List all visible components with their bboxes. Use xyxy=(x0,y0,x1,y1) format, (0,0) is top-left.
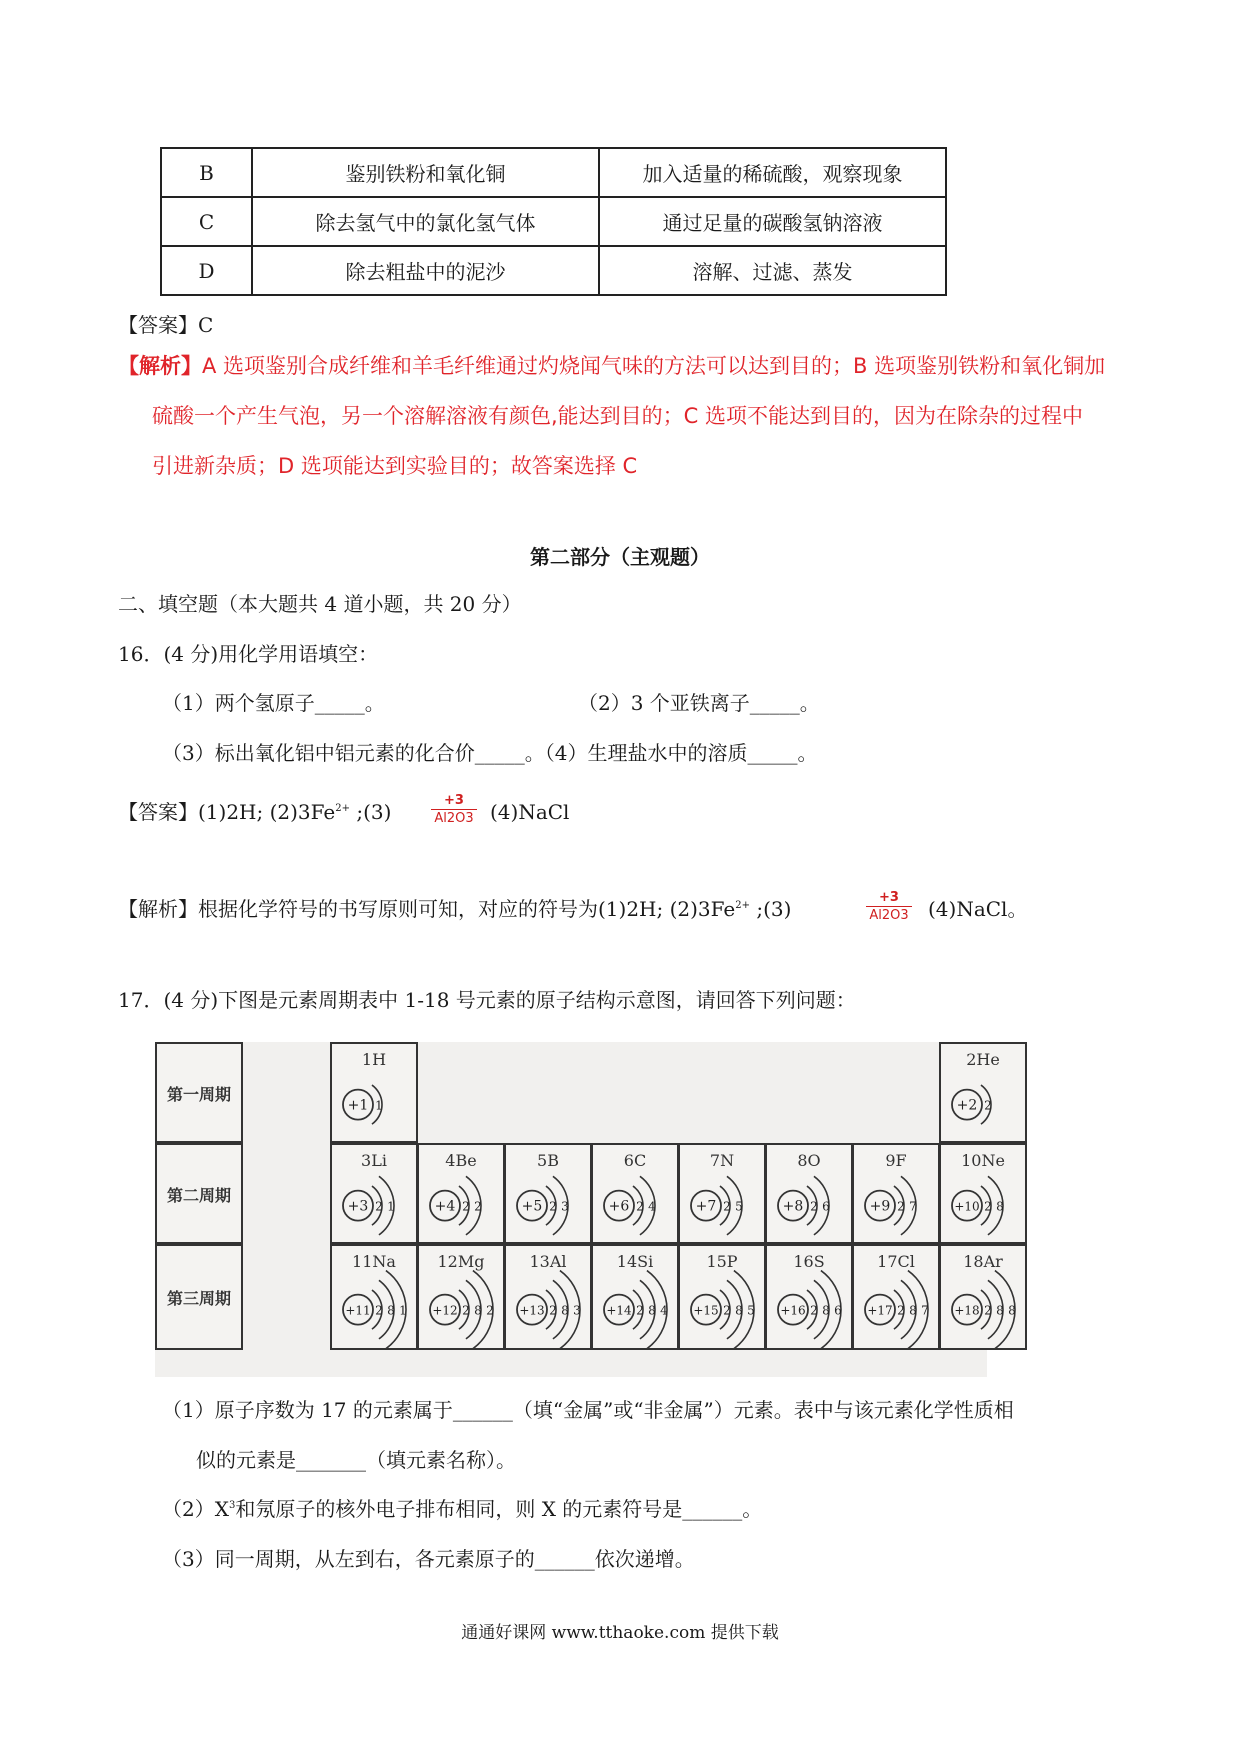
nucleus-charge: +7 xyxy=(695,1198,717,1215)
options-cell-purpose: 除去粗盐中的泥沙 xyxy=(252,246,599,295)
element-cell xyxy=(417,1244,505,1350)
electron-count: 8 xyxy=(735,1303,743,1318)
atom-structure-diagram xyxy=(680,1145,764,1242)
section-subtitle: 二、填空题（本大题共 4 道小题，共 20 分） xyxy=(118,592,522,616)
atom-structure-diagram xyxy=(941,1246,1025,1348)
electron-count: 2 xyxy=(462,1199,470,1214)
electron-count: 2 xyxy=(984,1303,992,1318)
electron-count: 2 xyxy=(486,1303,494,1318)
electron-count: 2 xyxy=(897,1199,905,1214)
electron-count: 2 xyxy=(723,1199,731,1214)
section-title: 第二部分（主观题） xyxy=(530,545,710,569)
element-cell xyxy=(939,1244,1027,1350)
options-row xyxy=(161,246,946,295)
element-label: 12Mg xyxy=(437,1252,485,1271)
element-label: 3Li xyxy=(361,1151,387,1170)
options-table xyxy=(160,147,947,296)
atom-structure-diagram xyxy=(680,1246,764,1348)
electron-count: 8 xyxy=(474,1303,482,1318)
period-label: 第二周期 xyxy=(166,1185,231,1205)
period-label: 第三周期 xyxy=(166,1289,231,1308)
options-cell-letter: D xyxy=(161,246,252,295)
nucleus-charge: +18 xyxy=(954,1303,980,1318)
electron-count: 8 xyxy=(822,1303,830,1318)
atom-structure-diagram xyxy=(593,1246,677,1348)
q17-part-1-line-1: （1）原子序数为 17 的元素属于______（填“金属”或“非金属”）元素。表中与该元素化学性质相 xyxy=(162,1398,1014,1422)
element-label: 4Be xyxy=(445,1151,477,1170)
element-cell xyxy=(678,1244,766,1350)
electron-count: 2 xyxy=(462,1303,470,1318)
q16-part-3-4: （3）标出氧化铝中铝元素的化合价_____。（4）生理盐水中的溶质_____。 xyxy=(162,741,818,765)
electron-count: 8 xyxy=(909,1303,917,1318)
q15-analysis-line-1: 【解析】A 选项鉴别合成纤维和羊毛纤维通过灼烧闻气味的方法可以达到目的；B 选项鉴别铁粉和氧化铜加 xyxy=(118,353,1106,378)
electron-count: 1 xyxy=(375,1098,383,1113)
valence-notation-2: +3 Al2O3 xyxy=(866,891,912,923)
element-label: 10Ne xyxy=(961,1151,1005,1170)
element-label: 6C xyxy=(623,1151,647,1170)
element-label: 1H xyxy=(361,1050,387,1069)
electron-count: 8 xyxy=(996,1303,1004,1318)
nucleus-charge: +13 xyxy=(519,1303,545,1318)
electron-count: 2 xyxy=(375,1303,383,1318)
nucleus-charge: +8 xyxy=(782,1198,804,1215)
q16-part-1: （1）两个氢原子_____。 xyxy=(162,691,385,715)
element-cell xyxy=(417,1143,505,1244)
atom-structure-diagram xyxy=(332,1246,416,1348)
element-cell xyxy=(765,1143,853,1244)
element-cell xyxy=(504,1244,592,1350)
q15-answer xyxy=(118,313,213,338)
nucleus-charge: +14 xyxy=(606,1303,632,1318)
answer-value: C xyxy=(198,313,214,337)
electron-count: 7 xyxy=(909,1199,917,1214)
electron-count: 8 xyxy=(648,1303,656,1318)
element-label: 7N xyxy=(709,1151,735,1170)
element-cell xyxy=(330,1143,418,1244)
element-cell xyxy=(504,1143,592,1244)
electron-count: 7 xyxy=(921,1303,929,1318)
options-cell-purpose: 除去氢气中的氯化氢气体 xyxy=(252,197,599,246)
electron-count: 8 xyxy=(561,1303,569,1318)
options-row xyxy=(161,148,946,197)
element-cell xyxy=(330,1244,418,1350)
element-label: 11Na xyxy=(352,1252,396,1271)
electron-count: 2 xyxy=(636,1199,644,1214)
page-footer: 通通好课网 www.tthaoke.com 提供下载 xyxy=(461,1623,779,1643)
nucleus-charge: +6 xyxy=(608,1198,630,1215)
electron-count: 2 xyxy=(984,1098,992,1113)
q16-stem: 16．(4 分)用化学用语填空： xyxy=(118,642,379,666)
analysis-label: 【解析】 xyxy=(118,353,202,378)
q16-part-2: （2）3 个亚铁离子_____。 xyxy=(578,691,820,715)
electron-count: 2 xyxy=(474,1199,482,1214)
nucleus-charge: +1 xyxy=(347,1097,369,1114)
electron-count: 3 xyxy=(561,1199,569,1214)
nucleus-charge: +10 xyxy=(954,1199,980,1214)
valence-notation: +3 Al2O3 xyxy=(431,794,477,826)
q17-stem: 17．(4 分)下图是元素周期表中 1-18 号元素的原子结构示意图，请回答下列问题： xyxy=(118,988,856,1012)
q16-answer: 【答案】(1)2H; $(2)3Fe^{2+}$ ;(3) xyxy=(118,800,392,824)
element-cell xyxy=(765,1244,853,1350)
q17-part-2: $(2)X^3$和氖原子的核外电子排布相同，则 X 的元素符号是______。 xyxy=(162,1497,763,1521)
element-cell xyxy=(591,1244,679,1350)
atom-structure-diagram xyxy=(854,1246,938,1348)
atom-structure-diagram xyxy=(767,1246,851,1348)
electron-count: 2 xyxy=(549,1303,557,1318)
nucleus-charge: +3 xyxy=(347,1198,369,1215)
electron-count: 2 xyxy=(810,1199,818,1214)
options-cell-letter: B xyxy=(161,148,252,197)
electron-count: 6 xyxy=(834,1303,842,1318)
electron-count: 2 xyxy=(723,1303,731,1318)
electron-count: 4 xyxy=(648,1199,656,1214)
answer-label: 【答案】 xyxy=(118,313,198,337)
atom-structure-diagram xyxy=(941,1044,1025,1141)
electron-count: 4 xyxy=(660,1303,668,1318)
atom-structure-diagram xyxy=(941,1145,1025,1242)
element-cell xyxy=(678,1143,766,1244)
element-cell xyxy=(330,1042,418,1143)
element-cell xyxy=(852,1244,940,1350)
nucleus-charge: +12 xyxy=(432,1303,458,1318)
period-label-cell xyxy=(155,1143,243,1244)
periodic-table-figure xyxy=(155,1042,1016,1377)
element-label: 15P xyxy=(706,1252,738,1271)
electron-count: 8 xyxy=(996,1199,1004,1214)
q16-answer-tail: (4)NaCl xyxy=(490,800,570,824)
electron-count: 3 xyxy=(573,1303,581,1318)
element-label: 13Al xyxy=(529,1252,567,1271)
nucleus-charge: +2 xyxy=(956,1097,978,1114)
options-cell-letter: C xyxy=(161,197,252,246)
atom-structure-diagram xyxy=(332,1044,416,1141)
nucleus-charge: +16 xyxy=(780,1303,806,1318)
element-cell xyxy=(939,1143,1027,1244)
atom-structure-diagram xyxy=(506,1145,590,1242)
element-label: 9F xyxy=(885,1151,907,1170)
q15-analysis-line-3: 引进新杂质；D 选项能达到实验目的；故答案选择 C xyxy=(152,454,638,478)
q15-analysis-line-2: 硫酸一个产生气泡，另一个溶解溶液有颜色,能达到目的；C 选项不能达到目的，因为在除杂的过程中 xyxy=(152,404,1084,428)
electron-count: 2 xyxy=(984,1199,992,1214)
analysis-label: 【解析】 xyxy=(118,897,198,921)
period-label-cell xyxy=(155,1244,243,1350)
options-cell-method: 加入适量的稀硫酸，观察现象 xyxy=(599,148,946,197)
atom-structure-diagram xyxy=(767,1145,851,1242)
options-cell-purpose: 鉴别铁粉和氧化铜 xyxy=(252,148,599,197)
q17-part-3: （3）同一周期，从左到右，各元素原子的______依次递增。 xyxy=(162,1547,695,1571)
options-cell-method: 溶解、过滤、蒸发 xyxy=(599,246,946,295)
electron-count: 8 xyxy=(387,1303,395,1318)
atom-structure-diagram xyxy=(419,1246,503,1348)
electron-count: 2 xyxy=(549,1199,557,1214)
electron-count: 5 xyxy=(735,1199,743,1214)
element-cell xyxy=(939,1042,1027,1143)
options-row xyxy=(161,197,946,246)
nucleus-charge: +17 xyxy=(867,1303,893,1318)
electron-count: 1 xyxy=(387,1199,395,1214)
nucleus-charge: +15 xyxy=(693,1303,719,1318)
electron-count: 2 xyxy=(897,1303,905,1318)
element-label: 18Ar xyxy=(963,1252,1003,1271)
period-label: 第一周期 xyxy=(166,1084,231,1104)
electron-count: 5 xyxy=(747,1303,755,1318)
element-label: 5B xyxy=(537,1151,559,1170)
element-label: 16S xyxy=(793,1252,825,1271)
atom-structure-diagram xyxy=(419,1145,503,1242)
options-cell-method: 通过足量的碳酸氢钠溶液 xyxy=(599,197,946,246)
element-label: 14Si xyxy=(616,1252,654,1271)
electron-count: 6 xyxy=(822,1199,830,1214)
electron-count: 2 xyxy=(810,1303,818,1318)
q16-analysis: 【解析】根据化学符号的书写原则可知，对应的符号为(1)2H; $(2)3Fe^{2+}$ ;(3) xyxy=(118,897,792,921)
electron-count: 1 xyxy=(399,1303,407,1318)
q17-part-1-line-2: 似的元素是_______（填元素名称）。 xyxy=(196,1448,516,1472)
atom-structure-diagram xyxy=(593,1145,677,1242)
atom-structure-diagram xyxy=(854,1145,938,1242)
nucleus-charge: +11 xyxy=(345,1303,371,1318)
atom-structure-diagram xyxy=(506,1246,590,1348)
atom-structure-diagram xyxy=(332,1145,416,1242)
nucleus-charge: +9 xyxy=(869,1198,891,1215)
nucleus-charge: +4 xyxy=(434,1198,456,1215)
electron-count: 8 xyxy=(1008,1303,1016,1318)
element-label: 8O xyxy=(797,1151,821,1170)
electron-count: 2 xyxy=(636,1303,644,1318)
nucleus-charge: +5 xyxy=(521,1198,543,1215)
element-cell xyxy=(852,1143,940,1244)
q16-analysis-tail: (4)NaCl。 xyxy=(928,897,1028,921)
period-label-cell xyxy=(155,1042,243,1143)
element-cell xyxy=(591,1143,679,1244)
electron-count: 2 xyxy=(375,1199,383,1214)
answer-label: 【答案】 xyxy=(118,800,198,824)
element-label: 2He xyxy=(966,1050,1000,1069)
element-label: 17Cl xyxy=(877,1252,915,1271)
